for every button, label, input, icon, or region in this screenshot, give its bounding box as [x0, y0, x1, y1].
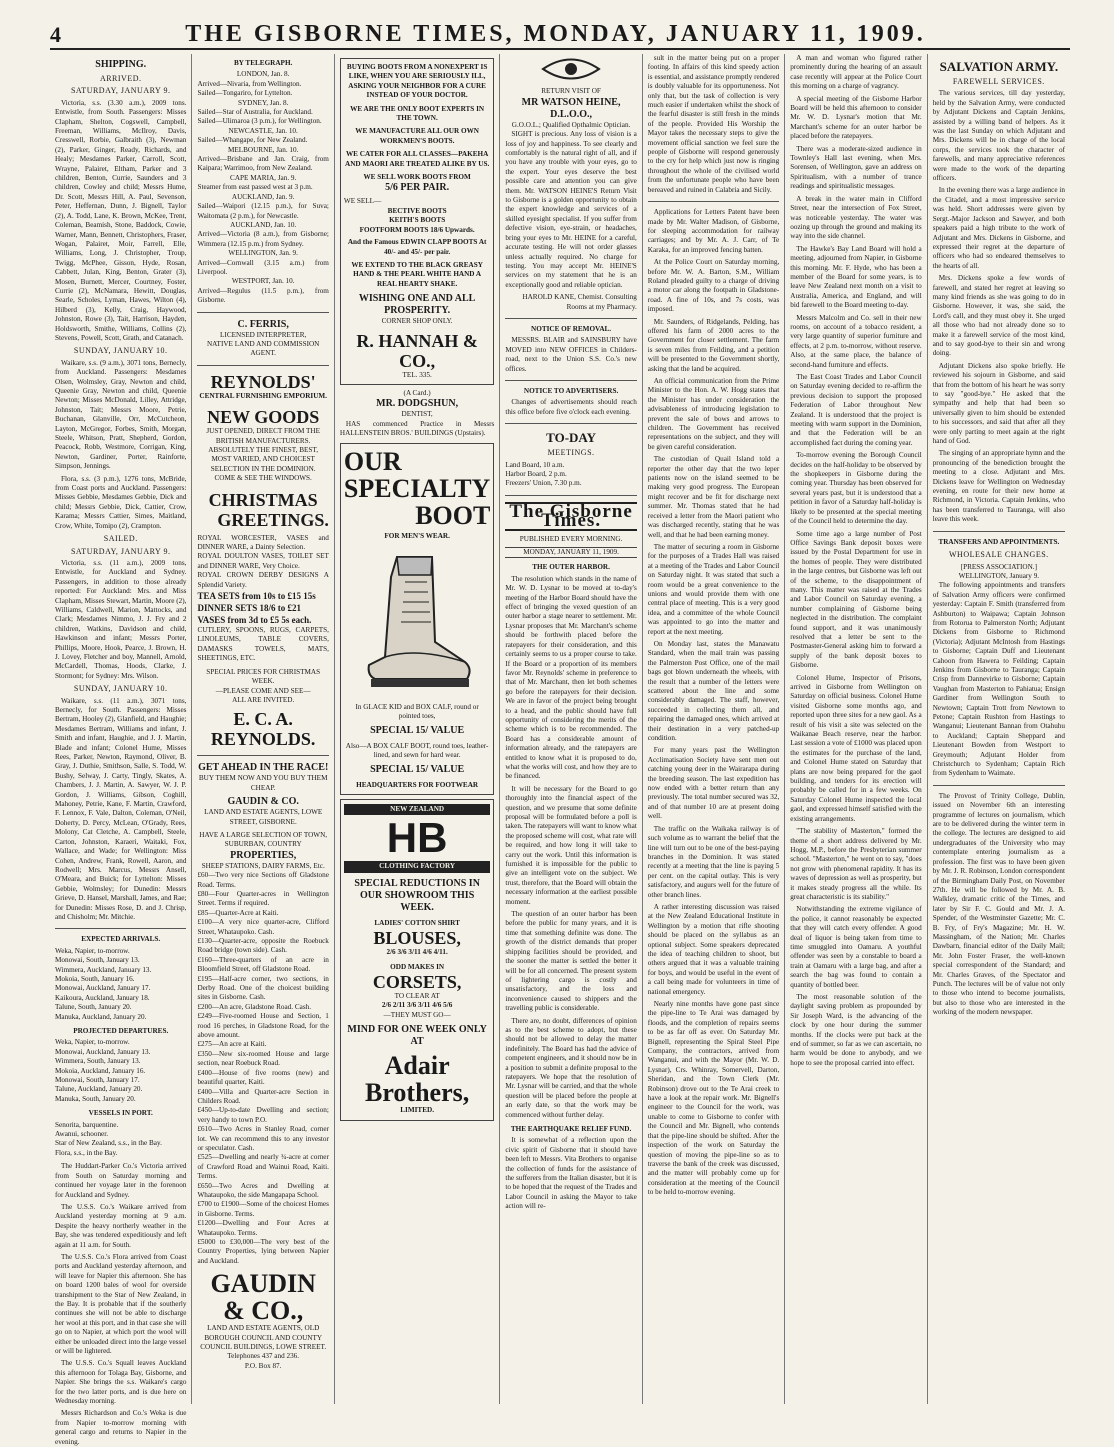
paper-title: The Gisborne Times.	[509, 500, 633, 532]
news-item: The Hawke's Bay Land Board will hold a meeting, adjourned from Napier, in Gisborne this morning. Mr. F. Hyde, who has been a member of the Board for some years, is to leave New Zealand next month on a visit to Australia, America, and England, and will bid farewell to the Board meeting to-day.	[790, 244, 922, 310]
reynolds-subtitle: CENTRAL FURNISHING EMPORIUM.	[199, 391, 327, 400]
ad-line: RETURN VISIT OF	[541, 87, 601, 96]
news-item: A break in the water main in Clifford Street, near the intersection of Fox Street, was noticeable yesterday. The water was oozing up through the ground and making its way into the side channel.	[790, 194, 922, 241]
news-item: The most reasonable solution of the daylight saving problem as propounded by Sir Joseph Ward, is the advancing of the clock by one hour during the summer months. If the clocks were put back at the end of summer, so far as we can ascertain, no harm would be done to anybody, and we hope to see the proposal carried into effect.	[790, 993, 922, 1067]
column-local-news	[785, 54, 927, 1404]
telegraph-entry: Sailed—Ulimaroa (3 p.m.), for Wellington.	[197, 117, 322, 126]
list-item: Weka, Napier, to-morrow.	[55, 1038, 130, 1047]
list-item: Kaikoura, Auckland, January 18.	[55, 993, 150, 1002]
hb-logo: HB	[386, 814, 448, 862]
ferris-name: C. FERRIS,	[237, 318, 289, 330]
list-item: Monowai, Auckland, January 13.	[55, 1047, 151, 1056]
news-item: Applications for Letters Patent have been made by Mr. Walter Madison, of Gisborne, for sleeping accommodation for railway carriages; and by Mr. A. J. Carr, of Te Karaka, for an improved fencing batten.	[647, 208, 780, 254]
list-item: Harbor Board, 2 p.m.	[505, 470, 567, 478]
body-paragraph: There are, no doubt, differences of opinion as to the best scheme to adopt, but these should not be allowed to delay the matter indefinitely. The Board has had the advice of competent engineers, and it should now be in a position to submit a definite proposal to the ratepayers. We hope that the resolution of Mr. Lysnar will be carried, and that the whole question will be placed before the people at an early date, so that the work may be commenced without further delay.	[505, 1016, 637, 1119]
ad-line: —THEY MUST GO—	[383, 1010, 451, 1019]
list-item: Monowai, Auckland, January 17.	[55, 984, 151, 993]
telegraph-entry: Steamer from east passed west at 3 p.m.	[197, 183, 313, 192]
ad-line: TEL. 335.	[402, 370, 432, 379]
ad-line: ODD MAKES IN	[390, 962, 445, 971]
eye-icon	[505, 56, 636, 85]
ad-line: And the Famous EDWIN CLAPP BOOTS At 40/- and 45/- per pair.	[347, 238, 487, 256]
news-item: A special meeting of the Gisborne Harbor Board will be held this afternoon to consider Mr. W. D. Lysnar's motion that Mr. Marchant's scheme for an outer harbor be placed before the ratepayers.	[790, 94, 922, 141]
page-number: 4	[50, 22, 61, 47]
ad-line: LIMITED.	[400, 1106, 434, 1115]
ad-line: SPECIAL PRICES FOR CHRISTMAS WEEK.	[206, 667, 321, 686]
list-item: Wimmera, South, January 13.	[55, 1057, 141, 1066]
listing-item: £610—Two Acres in Stanley Road, corner lot. We can recommend this to any investor or speculator. Cash.	[197, 1125, 329, 1152]
news-item: Mr. Saunders, of Ridgelands, Pelding, has offered his farm of 2000 acres to the Government for closer settlement. The farm is seven miles from Feilding, and a petition will be presented to the Government shortly, asking that the land be acquired.	[647, 317, 780, 373]
date-heading: SATURDAY, JANUARY 9.	[70, 86, 171, 96]
nz-banner: NEW ZEALAND	[344, 804, 490, 815]
body-paragraph: The Provost of Trinity College, Dublin, issued on November 6th an interesting programme of lectures on journalism, which are to be delivered during the winter term in the college. The lectures are designed to aid undergraduates of the University who may contemplate entering journalism as a profession. The first was to have been given by Mr. J. R. Robinson, London correspondent of the Birmingham Daily Post, on November 27th. He will be followed by Mr. A. B. Walkley, dramatic critic of the Times, and later by Sir F. C. Gould and Mr. J. A. Spender, of the Westminster Gazette; Mr. C. B. Fry, of Fry's Magazine; Mr. H. W. Massingham, of the Nation; Mr. Charles Dawbarn, financial editor of the Daily Mail; Mr. John Foster Fraser, the well-known special correspondent of the Standard; and Mr. Charles Graves, of the Spectator and Punch. The lectures will be of value not only to those who intend to become journalists, but also to those who are interested in the working of the modern newspaper.	[932, 791, 1065, 1017]
body-paragraph: Adjutant Dickens also spoke briefly. He reviewed his sojourn in Gisborne, and said that from the bottom of his heart he was sorry to say "good-bye." He asked that the sympathy and help that had been so universally given to him should be extended to his successors, and said that after all they were only parting to meet again at the right hand of God.	[932, 361, 1065, 446]
telegraph-entry: Arrived—Cornwall (3.15 a.m.) from Liverpool.	[197, 258, 329, 276]
column-editorial	[500, 54, 642, 1404]
list-item: Flora, s.s., in the Bay.	[55, 1148, 118, 1157]
ad-line: ALL ARE INVITED.	[232, 695, 295, 704]
news-item: To-morrow evening the Borough Council decides on the half-holiday to be observed by the shopkeepers in Gisborne during the coming year. Thursday has been observed for several years past, but it is understood that a petition in favor of a Saturday half-holiday is likely to be presented at the special meeting of the Council held to determine the day.	[790, 451, 922, 526]
ad-line: CORSETS,	[372, 972, 462, 993]
new-goods-title: NEW GOODS	[207, 407, 320, 428]
ad-line: P.O. Box 87.	[244, 1361, 282, 1370]
divider	[505, 380, 636, 381]
dateline: AUCKLAND, Jan. 10.	[230, 220, 297, 229]
ad-line: CORNER SHOP ONLY.	[381, 317, 453, 326]
hannah-boot-ad	[340, 58, 494, 385]
telegraph-entry: Arrived—Brisbane and Jan. Craig, from Kaipara; Warrimoo, from New Zealand.	[197, 155, 329, 173]
list-item: Freezers' Union, 7.30 p.m.	[505, 479, 582, 488]
shipping-note: The U.S.S. Co.'s Squall leaves Auckland this afternoon for Tolaga Bay, Gisborne, and Napier. She brings the s.s. Waikare's cargo for the two latter ports, and is due here on Wednesday morning.	[55, 1359, 187, 1406]
projected-departures-heading: PROJECTED DEPARTURES.	[73, 1027, 169, 1035]
telegraph-entry: Sailed—Tongariro, for Lyttelton.	[197, 89, 293, 98]
news-item: The matter of securing a room in Gisborne for the purposes of a Trades Hall was raised at a meeting of the Trades and Labor Council on Saturday night. It was stated that such a room would be a great convenience to the unions and would provide them with one central place of meeting. This is a very good idea, and a committee of the whole Council was appointed to go into the matter and report at the next meeting.	[647, 542, 780, 636]
column-telegraph	[192, 54, 334, 1404]
arrival-entry: Waikare, s.s. (9 a.m.), 3071 tons, Bernecly, from Auckland. Passengers: Mesdames Olsen, Wolmsley, Gray, Newton and child, Queenie Gray, Newton and child, Queenie Newton; Misses McDonald, Lilley, Attridge, Johnston, Tait; Messrs Moore, Petrie, Buchanan, Glanville, Orr, McCutcheon, Layton, McGregor, Forbes, Smith, Morgan, Steele, Whitson, Pratt, Shepherd, Gordon, Peacock, Robb, Westmore, Corrigan, King, Newton, Gardiner, Porter, Rainforte, Simpson, Jennings.	[55, 358, 187, 471]
adair-brothers-title: Adair Brothers,	[365, 1051, 470, 1108]
ad-line: 5/6 PER PAIR.	[385, 182, 450, 194]
news-item: Some time ago a large number of Post Office Savings Bank deposit boxes were issued by the Postal Department for use in the homes of people. They were distributed in the large centres, but Gisborne was left out of the scheme, to the disappointment of many. This matter was raised at the Trades and Labor Council on Saturday evening, a number complaining of Gisborne being neglected in the distribution. The complaint found support, and it was unanimously resolved that a letter be sent to the Postmaster-General asking him to forward a supply of the bank deposit boxes to Gisborne.	[790, 529, 922, 670]
farewell-heading: FAREWELL SERVICES.	[952, 77, 1045, 86]
hannah-title: R. HANNAH & CO.,	[356, 330, 478, 371]
listing-item: £200—An acre, Gladstone Road. Cash.	[197, 1002, 312, 1011]
ad-line: 2/6 3/6 3/11 4/6 4/11.	[386, 948, 448, 957]
ad-line: KEITH'S BOOTS	[389, 216, 446, 225]
today-heading: TO-DAY	[546, 430, 596, 446]
ad-line: WE EXTEND TO THE BLACK GREASY HAND & THE PEARL WHITE HAND A REAL HEARTY SHAKE.	[351, 260, 483, 288]
ad-line: ROYAL WORCESTER, VASES and DINNER WARE, a Dainty Selection.	[197, 533, 329, 552]
arrival-entry: Victoria, s.s. (3.30 a.m.), 2009 tons. Entwistle, from South. Passengers: Misses Clapham, Shelton, Cogswell, Campbell, Freeman, Williams, McIlroy, Davis, Cresswell, Rorbie, Galbraith (3), Newman (2), Parker, Ginger, Ready, Richards, and Healy; Mesdames Parker, Carroll, Scott, Wrayne, Palairet, Eltham, Parker and 3 children, Benton, Currie, Saunders and 3 children, Cowley and child; Messrs Hume, Dr. Scott, Messrs Hill, A. Paul, Sevenson, Peter, Heffernan, Dunn, J. Bignell, Taylor (2), A. Todd, Lane, K. Brown, McKee, Trent, Coleman, Beamish, Stone, Baddock, Cowie, Warner, Mann, Bennett, Christophers, Fraser, Wogan, Palairet, Moir, Farrell, Elle, Williams, Long, J. Christopher, Troup, Twigg, McPhee, Gisson, Hyde, Rosan, Cabbett, Julan, King, Benton, Grater (3), Mosen, Burnett, Mercer, Courtney, Foster, Currie (2), McNamara, Hewitt, Douglas, Searle, Scholes, Lyman, Hawes, Wilton (4), Hilberd (3), Kelly, Craig, Haywood, Johnston, Rowe (3), Tait, Harrison, Hayden, Holdsworth, Smithe, Williams, Collins (2), Stevens, Powell, Scott, Grath, and Catanach.	[55, 98, 187, 342]
greetings-title: GREETINGS.	[217, 509, 329, 530]
ad-line: SPECIAL 15/ VALUE	[370, 763, 465, 775]
divider	[933, 531, 1065, 532]
ad-line: MIND FOR ONE WEEK ONLY AT	[347, 1024, 487, 1048]
gaudin-title: GAUDIN & CO.	[227, 796, 299, 808]
masthead	[50, 10, 1070, 50]
listing-item: £525—Dwelling and nearly ¾-acre at corner of Crawford Road and Wainui Road, Kaiti. Terms.	[197, 1153, 329, 1181]
shipping-note: The U.S.S. Co.'s Waikare arrived from Auckland yesterday morning at 9 a.m. Despite the heavy northerly weather in the Bay, she was tendered expeditiously and left again at 11 a.m. for South.	[55, 1202, 187, 1249]
editorial-heading: THE OUTER HARBOR.	[532, 563, 610, 572]
specialty-boot-ad	[340, 443, 494, 795]
listing-item: £249—Five-roomed House and Section, 1 rood 16 perches, in Gladstone Road, for the above amount.	[197, 1012, 329, 1040]
vessels-in-port-heading: VESSELS IN PORT.	[88, 1109, 153, 1118]
divider	[505, 423, 636, 424]
body-paragraph: Mrs. Dickens spoke a few words of farewell, and stated her regret at leaving so many kind friends as she was going to do in Gisborne. However, it was, she said, the Lord's call, and they must obey it. She urged all those who had not already done so to make it a farewell service of the most kind, and to say good-bye to their sin and wrong doing.	[932, 274, 1065, 358]
listing-item: £160—Three-quarters of an acre in Bloomfield Street, off Gladstone Road.	[197, 955, 329, 974]
column-advertisements	[335, 54, 500, 1404]
news-item: The East Coast Trades and Labor Council on Saturday evening decided to re-affirm the previous decision to support the proposed Federation of Labor throughout New Zealand. It is understood that the project is meeting with warm support in the Dominion, and that the Federation will be an accomplished fact during the coming year.	[790, 373, 922, 447]
column-news	[643, 54, 785, 1404]
listing-item: £130—Quarter-acre, opposite the Roebuck Road bridge (town side). Cash.	[197, 937, 329, 955]
list-item: Monowai, South, January 17.	[55, 1076, 140, 1085]
body-paragraph: The resolution which stands in the name of Mr. W. D. Lysnar to be moved at to-day's meeting of the Harbor Board should have the effect of bringing the vexed question of an outer harbor a stage nearer to settlement. Mr. Lysnar proposes that Mr. Marchant's scheme should be forthwith placed before the ratepayers for their consideration, and this certainly seems to us a proper course to take. If the Board or a proportion of its members favor Mr. Reynolds' scheme in preference to that of Mr. Marchant, then let both schemes go before the ratepayers for their decision. We are in favor of the project being brought to a head, and the public should have full opportunity of considering the merits of the scheme which is to be recommended. The Board has a considerable amount of information already, and the ratepayers are entitled to know what it is proposed to do, what the works will cost, and how they are to be financed.	[505, 574, 637, 781]
list-item: Awanui, schooner.	[55, 1130, 109, 1139]
dodgshun-title: MR. DODGSHUN,	[376, 398, 459, 410]
telegraph-entry: Sailed—Waipori (12.15 p.m.), for Suva; Waitomata (2 p.m.), for Newcastle.	[197, 202, 329, 220]
transfers-heading: TRANSFERS AND APPOINTMENTS.	[938, 537, 1060, 546]
list-item: Mokoia, South, January 16.	[55, 974, 135, 983]
ad-line: SPECIALTY	[343, 473, 491, 503]
listing-item: £195—Half-acre corner, two sections, in Derby Road. One of the choicest building sites in Gisborne. Cash.	[197, 974, 329, 1002]
ad-line: TEA SETS from 10s to £15 15s	[197, 591, 316, 602]
news-item: A man and woman who figured rather prominently during the hearing of an assault case recently will appear at the Police Court this morning on a charge of vagrancy.	[790, 54, 922, 91]
ad-line: BUY THEM NOW AND YOU BUY THEM CHEAP.	[198, 774, 328, 792]
body-paragraph: It will be necessary for the Board to go thoroughly into the financial aspect of the question, and we presume that some definite proposal will be formulated before a poll is taken. The ratepayers will want to know what the proposed scheme will cost, what rate will be required, and how long it will take to carry out the work. Until this information is furnished it is impossible for the public to give an intelligent vote on the subject. We trust, therefore, that the Board will obtain the necessary information at the earliest possible moment.	[505, 784, 637, 906]
masthead-title: THE GISBORNE TIMES, MONDAY, JANUARY 11, 1909.	[185, 21, 926, 47]
listing-item: £400—Villa and Quarter-acre Section in Childers Road.	[197, 1087, 329, 1105]
list-item: Land Board, 10 a.m.	[505, 460, 565, 469]
ad-line: FOOTFORM BOOTS 18/6 Upwards.	[359, 225, 475, 234]
ad-line: ROYAL CROWN DERBY DESIGNS A Splendid Variety.	[197, 571, 329, 589]
ad-line: WE CATER FOR ALL CLASSES—PAKEHA AND MAORI ARE TREATED ALIKE BY US.	[345, 150, 490, 168]
ad-line: BUYING BOOTS FROM A NONEXPERT IS LIKE, WHEN YOU ARE SERIOUSLY ILL, ASKING YOUR NEIGHBOR FOR A CURE INSTEAD OF YOUR DOCTOR.	[346, 63, 488, 100]
ad-line: ROYAL DOULTON VASES, TOILET SET and DINNER WARE, Very Choice.	[197, 552, 329, 570]
shipping-note: The Huddart-Parker Co.'s Victoria arrived from South on Saturday morning and continued her voyage later in the forenoon for Auckland and Sydney.	[55, 1162, 187, 1199]
ad-line: WE SELL WORK BOOTS FROM	[363, 173, 471, 182]
ad-line: WE ARE THE ONLY BOOT EXPERTS IN THE TOWN.	[350, 104, 485, 123]
news-item: For many years past the Wellington Acclimatisation Society have sent men out catching young deer in the Wairarapa during the breeding season. The last expedition has now ended with a better return than any previously. The total number secured was 32, and of that number 10 are at present doing well.	[647, 746, 780, 821]
ad-line: HEADQUARTERS FOR FOOTWEAR	[356, 780, 479, 789]
ad-line: BECTIVE BOOTS	[387, 206, 447, 215]
shipping-note: The U.S.S. Co.'s Flora arrived from Coast ports and Auckland yesterday afternoon, and will leave for Napier this afternoon. She has on board 1200 bales of wool for overside transhipment to the Star of New Zealand, in the Bay. It is probable that if the southerly continues she will not be able to discharge her wool at this port, and in that case she will go on to Napier, at which port the wool will either be unloaded direct into the large vessel or will be lightered.	[55, 1252, 187, 1355]
dateline: LONDON, Jan. 8.	[236, 70, 290, 79]
listing-item: £650—Two Acres and Dwelling at Whataupoko, the side Mangapapa School.	[197, 1181, 329, 1199]
body-paragraph: In the evening there was a large audience in the Citadel, and a most impressive service was held. Short addresses were given by Sergt.-Major Jackson and Sawyer, and both speakers paid a high tribute to the work of Adjutant and Mrs. Dickens in Gisborne, and expressed their regret at the departure of officers who had so endeared themselves to the hearts of all.	[932, 186, 1065, 270]
list-item: Manuka, Auckland, January 20.	[55, 1012, 147, 1021]
news-item: Notwithstanding the extreme vigilance of the police, it cannot reasonably be expected that they will catch every offender. A good deal of liquor is being taken from time to time smuggled into Oamaru. A youthful offender was seen by a constable to board a train at Oamaru with a large bag, and after a search the bag was found to contain a quantity of bottled beer.	[790, 905, 922, 989]
list-item: Senorita, barquentine.	[55, 1120, 119, 1129]
listing-item: £450—Up-to-date Dwelling and section; very handy to town P.O.	[197, 1106, 329, 1124]
ad-line: SPECIAL REDUCTIONS IN OUR SHOWROOM THIS WEEK.	[354, 877, 480, 913]
body-paragraph: The singing of an appropriate hymn and the pronouncing of the benediction brought the meeting to a close. Adjutant and Mrs. Dickens leave for Wellington on Wednesday evening, en route for their new home at Richmond, in Victoria. Captain Jenkins, who has been transferred to Tauranga, will also leave this week.	[932, 449, 1065, 524]
listing-item: £60—Two very nice Sections off Gladstone Road. Terms.	[197, 871, 329, 889]
news-item: The traffic on the Waikaka railway is of such volume as to warrant the belief that the line will turn out to be one of the best-paying branches in the Dominion. It was stated recently at a meeting that the line is paying 5 per cent. on the capital outlay. This is very satisfactory, and augurs well for the future of other branch lines.	[647, 824, 780, 899]
ad-line: LAND AND ESTATE AGENTS, LOWE STREET, GISBORNE.	[204, 808, 323, 826]
divider	[55, 928, 186, 929]
news-item: A rather interesting discussion was raised at the New Zealand Educational Institute in Wellington by a motion that rifle shooting should be placed on the syllabus as an optional subject. Some speakers deprecated the idea of teaching children to shoot, but others argued that it was a valuable training for boys, and would be useful in the event of a call being made for volunteers in time of national emergency.	[647, 902, 780, 996]
news-item: An official communication from the Prime Minister to the Hon. A. W. Hogg states that the Minister has under consideration the advisableness of introducing legislation to prevent the sale of bows and arrows to children. The Government has received representations on the subject, and they will be given careful consideration.	[647, 377, 780, 451]
telegraph-entry: Sailed—Whangape, for New Zealand.	[197, 136, 308, 145]
telegraph-entry: Arrived—Regulus (11.5 p.m.), from Gisborne.	[197, 286, 329, 305]
listing-item: £275—An acre at Kaiti.	[197, 1040, 267, 1049]
arrived-heading: ARRIVED.	[99, 74, 142, 83]
reynolds-title: REYNOLDS'	[210, 371, 316, 392]
gaudin-footer-title: GAUDIN & CO.,	[210, 1269, 316, 1326]
divider	[197, 755, 328, 756]
ad-line: —PLEASE COME AND SEE—	[215, 686, 311, 695]
dateline: NEWCASTLE, Jan. 10.	[228, 126, 298, 135]
date-heading: SATURDAY, JANUARY 9.	[70, 546, 171, 556]
news-item: At the Police Court on Saturday morning, before Mr. W. A. Barton, S.M., William Roland pleaded guilty to a charge of driving a motor car along the footpath in Gladstone-road. A fine of 10s, and 7s costs, was imposed.	[647, 258, 780, 314]
ad-line: SPECIAL 15/ VALUE	[370, 724, 465, 736]
ad-line: DINNER SETS 18/6 to £21	[197, 603, 301, 614]
news-item: Nearly nine months have gone past since the pipe-line to Te Arai was damaged by floods, and the completion of repairs seems to be as far off as ever. On Saturday Mr. Bignell, representing the Spiral Steel Pipe Company, the contractors, arrived from Wanganui, and with the Mayor (Mr. W. D. Lysnar), Crs. Whinray, Somervell, Darton, Sheridan, and the Town Clerk (Mr. Robinson) drove out to the Te Arai creek to have a look at the repair work. Mr. Bignell's engineer to the Council for the work, was unable to come to Gisborne to confer with the Council and Mr. Bignell, who contends that the pipe-line should be shifted. After the inspection of the work on Saturday the question of moving the pipe-line so as to traverse the bank of the creek was discussed, and the matter will probably come up for consideration at the meeting of the Council to be held to-morrow evening.	[647, 1000, 780, 1197]
ad-line: FOR MEN'S WEAR.	[384, 531, 450, 540]
arrival-entry: Flora, s.s. (3 p.m.), 1276 tons, McBride, from Coast ports and Auckland. Passengers: Misses Gebbie, Mesdames Gebbie, Dick and child; Messrs Gebbie, Dick, Cattier, Crow, Karama; Messrs Cattier, Simes, Maitland, Crow, White, Tomipo (2), Crampton.	[55, 474, 187, 530]
list-item: Talune, Auckland, January 20.	[55, 1085, 143, 1094]
heine-title: MR WATSON HEINE, D.L.O.O.,	[521, 96, 621, 120]
ad-line: JUST OPENED, DIRECT FROM THE BRITISH MANUFACTURERS.	[206, 427, 320, 445]
news-item: On Monday last, states the Manawatu Standard, when the mail train was passing the Palmerston Post Office, one of the mail bags got blown underneath the wheels, with the result that a number of the letters were scattered about the line and some considerably damaged. The staff, however, succeeded in collecting them all, and repairing the damaged ones, which arrived at their destination in a very patched-up condition.	[647, 639, 780, 743]
eca-reynolds-title: E. C. A. REYNOLDS.	[210, 709, 316, 750]
divider	[505, 318, 636, 319]
ad-line: In GLACE KID and BOX CALF, round or pointed toes,	[355, 702, 479, 721]
editorial-date: MONDAY, JANUARY 11, 1909.	[505, 547, 636, 558]
meetings-heading: MEETINGS.	[547, 448, 595, 458]
boot-illustration	[357, 547, 477, 697]
dateline: WELLINGTON, January 9.	[958, 571, 1040, 580]
ad-line: HAROLD KANE, Chemist. Consulting Rooms at my Pharmacy.	[522, 293, 637, 311]
body-paragraph: The following appointments and transfers of Salvation Army officers were confirmed yesterday: Captain F. Smith (transferred from Ashburton) to Waipawa; Captain Johnson from Rotorua to Palmerston North; Adjutant Dickens from Gisborne to Richmond (Victoria); Adjutant McIntosh from Hastings to Gisborne; Captain Duff and Lieutenant Cahoon from Hawera to Feilding; Captain Jenkins from Gisborne to Tauranga; Captain Crisp from Dannevirke to Gisborne; Captain Vaughan from Masterton to Pahiatua; Ensign Gardiner from Wellington South to Newtown; Captain Trott from Newtown to Petone; Captain Rushton from Hastings to Wanganui; Lieutenant Bannan from Otahuhu to Auckland; Captain Sheppard and Lieutenant Bowden from Westport to Greymouth; Adjutant Holder from Christchurch to Sydenham; Captain Rich from Sydenham to Waimate.	[932, 581, 1065, 778]
column-shipping	[50, 54, 192, 1446]
ad-line: BOOT	[415, 500, 491, 530]
paper-nameplate	[505, 502, 636, 531]
listing-item: £350—New six-roomed House and large section, near Roebuck Road.	[197, 1049, 329, 1068]
ad-line: BLOUSES,	[373, 928, 461, 949]
news-item: Messrs Malcolm and Co. sell in their new rooms, on account of a tobacco resident, a very large quantity of superior furniture and effects, at 2 p.m. to-morrow, without reserve. Also, at the same place, the balance of second-hand furniture and effects.	[790, 313, 922, 369]
wholesale-heading: WHOLESALE CHANGES.	[949, 550, 1049, 560]
ad-line: OUR	[343, 446, 402, 476]
salvation-army-heading: SALVATION ARMY.	[939, 59, 1059, 74]
list-item: Weka, Napier, to-morrow.	[55, 946, 130, 955]
body-paragraph: sult in the matter being put on a proper footing. In affairs of this kind speedy action is essential, and assistance promptly rendered is doubly valuable for its opportuneness. Not only that, but the task of collection is very much easier if undertaken whilst the shock of the fearful disaster is still fresh in the minds of the people. Provided His Worship the Mayor takes the necessary steps to give the movement official sanction we feel sure the people of Gisborne will respond generously to the cry for help which just now is ringing throughout the whole of the civilised world from the unfortunate people who have been bereaved and ruined in Calabria and Sicily.	[647, 54, 780, 194]
news-item: There was a moderate-sized audience in Townley's Hall last evening, when Mrs. Sorensen, of Wellington, gave an address on Spiritualism, with a number of trance readings and spiritualistic messages.	[790, 144, 922, 191]
list-item: Monowai, South, January 13.	[55, 956, 140, 965]
ad-line: G.O.O.L.; Qualified Opthalmic Optician.	[511, 120, 631, 129]
news-item: "The stability of Masterton," formed the theme of a short address delivered by Mr. Hogg, M.P., before the Presbyterian summer school. "Masterton," he went on to say, "does not grow with phenomenal rapidity. It has its waves of depression as well as prosperity, but it makes steady progress all the while. Its great characteristic is its stability."	[790, 827, 922, 901]
press-association-tag: [PRESS ASSOCIATION.]	[960, 562, 1037, 571]
ad-line: LAND AND ESTATE AGENTS, OLD BOROUGH COUNCIL AND COUNTY COUNCIL BUILDINGS, LOWE STREET.	[200, 1324, 327, 1352]
body-paragraph: SIGHT is precious. Any loss of vision is a loss of joy and happiness. To see clearly and comfortably is the natural right of all, and if you have any trouble with your eyes, go to the expert. Your eyes deserve the best possible care and attention you can give them. Mr. WATSON HEINE'S Return Visit to Gisborne is a golden opportunity to obtain the expert knowledge and services of a skilled eyesight specialist. If you suffer from defective vision, eye-strain, or headaches, bring your eyes to Mr. HEINE for a careful, accurate testing. He will not order glasses unless actually required. No charge for testing. You may accept Mr. HEINE'S services on my statement that he is an exceptionally good and reliable optician.	[505, 130, 637, 289]
list-item: Talune, South, January 20.	[55, 1003, 132, 1012]
sailed-heading: SAILED.	[103, 534, 138, 544]
published-line: PUBLISHED EVERY MORNING.	[519, 534, 623, 543]
news-item: Colonel Hume, Inspector of Prisons, arrived in Gisborne from Wellington on Saturday on official business. Colonel Hume visited Gisborne some months ago, and reported upon three sites for a new gaol. As a result of his visit a site was selected on the Waikanae Beach reserve, near the harbor. Last session a vote of £1000 was placed upon the estimates for the purchase of the land, and Colonel Hume stated on Saturday that plans are now being prepared for the gaol building, and tenders for its erection will probably be called for in a few weeks. On Saturday Colonel Hume inspected the local gaol, and expressed himself satisfied with the existing arrangements.	[790, 673, 922, 823]
divider	[197, 365, 328, 366]
expected-arrivals-heading: EXPECTED ARRIVALS.	[81, 935, 161, 944]
sailing-entry: Waikare, s.s. (11 a.m.), 3071 tons, Bernecly, for South. Passengers: Misses Bertram, Hooley (2), Glanfield, and Haughie; Mesdames Bertram, Williams and infant, J. Smith and infant, Haughie, and J. J. Martin, Blade and infant; Colonel Hume, Misses Rees, Parker, Newton, Raymond, Oliver, B. Gray, J. Duthie, Smithson, Salle, S. Todd, W. Bushy, Selway, J. Carty, Tingly, Skates, A. Chambers, J. J. Martin, A. Sawyer, W. J. P. Gordon, J. Williams, Gibson, Coghill, Mahoney, Petrie, Kane, F. Martin, Crawford, F. Lennox, F. Vale, Dalton, Coleman, O'Neil, Doherty, D. Percy, McLean, O'Grady, Rees, Molony, Cat Cletche, A. Campbell, Steele, Carton, Johnston, Karaeri, Waitaki, Fox, Wallace, and Wade; for Wellington: Miss Cohen, Andrew, Frank, Rowell, Aaron, and Rodwell; Mrs. Marcus, Messrs Ansell, O'Meara, and Buick; for Lyttelton: Misses Gebbie, Wolmsley; for Dunedin: Messrs Grieve, D. Hansel, Marshall, James, and Rae; for Dunedin: Misses Rose, D. and J. Chrisp, and Chisholm; Mr. Mitchie.	[55, 696, 187, 921]
ad-line: WE SELL—	[343, 197, 382, 206]
dateline: MELBOURNE, Jan. 10.	[227, 145, 299, 154]
ad-line: DENTIST,	[401, 410, 433, 419]
dateline: CAPE MARIA, Jan. 9.	[230, 173, 297, 182]
date-heading: SUNDAY, JANUARY 10.	[73, 684, 168, 694]
ad-line: VASES from 3d to £5 5s each.	[197, 615, 312, 626]
ad-line: WISHING ONE AND ALL PROSPERITY.	[358, 293, 476, 317]
ad-line: COME & SEE THE WINDOWS.	[214, 474, 312, 483]
hb-clothing-factory-ad	[340, 799, 494, 1121]
list-item: Mokoia, Auckland, January 16.	[55, 1066, 146, 1075]
ferris-subtitle: NATIVE LAND AND COMMISSION AGENT.	[206, 339, 320, 358]
sailing-entry: Victoria, s.s. (11 a.m.), 2009 tons, Entwistle, for Auckland and Sydney. Passengers, in addition to those already reported: For Auckland: Mrs. and Miss Clapham, Misses Stewart, Martin, Moore (2), Williams, Caldwell, Marion, Mattocks, and Clark; Mesdames Nimmo, J. J. Fry and 2 children, Watkins, Davidson and child, Hawkinson and infant; Messrs Porter, Phillips, Moore, Hook, Pearce, J. Brown, H. J. Lovey, Fletcher and boy, Mannell, Arnold, McCardell, Thomas, Hoods, Clarke, J. Stormont; for Sydney: Mrs. Wilson.	[55, 558, 187, 680]
ad-line: LADIES' COTTON SHIRT	[374, 918, 460, 927]
removal-heading: NOTICE OF REMOVAL.	[531, 324, 612, 333]
telegraph-entry: Sailed—Star of Australia, for Auckland.	[197, 108, 313, 117]
christmas-title: CHRISTMAS	[208, 489, 318, 510]
body-paragraph: The question of an outer harbor has been before the public for many years, and it is time that something definite was done. The growth of the district demands that proper shipping facilities should be provided, and the sooner the matter is settled the better it will be for all concerned. The present system of lightering cargo is costly and unsatisfactory, and the loss and inconvenience caused to shippers and the travelling public is considerable.	[505, 910, 637, 1013]
ad-line: 2/6 2/11 3/6 3/11 4/6 5/6	[381, 1001, 453, 1010]
ad-line: TO CLEAR AT	[394, 992, 440, 1001]
list-item: Manuka, South, January 20.	[55, 1094, 136, 1103]
body-paragraph: Changes of advertisements should reach this office before five o'clock each evening.	[505, 398, 637, 416]
column-salvation-army	[928, 54, 1070, 1404]
ad-line: WE MANUFACTURE ALL OUR OWN WORKMEN'S BOOTS.	[355, 127, 479, 145]
listing-item: £80—Four Quarter-acres in Wellington Street. Terms if required.	[197, 889, 329, 908]
divider	[197, 312, 328, 313]
ad-line: ABSOLUTELY THE FINEST, BEST, MOST VARIED, AND CHOICEST SELECTION IN THE DOMINION.	[208, 446, 319, 473]
properties-title: PROPERTIES,	[230, 849, 297, 861]
shipping-note: Messrs Richardson and Co.'s Weka is due from Napier to-morrow morning with general cargo and returns to Napier in the evening.	[55, 1409, 187, 1446]
dateline: AUCKLAND, Jan. 9.	[231, 192, 295, 201]
list-item: Star of New Zealand, s.s., in the Bay.	[55, 1139, 162, 1148]
listing-item: £85—Quarter-Acre at Kaiti.	[197, 908, 279, 917]
body-paragraph: The various services, till day yesterday, held by the Salvation Army, were conducted by Adjutant Dickens and Captain Jenkins, assisted by a willing band of helpers. As it was the last Sunday on which Adjutant and Mrs. Dickens will be in charge of the local corps, the services took the character of farewells, and many appreciative references were made to the work of the departing officers.	[932, 89, 1065, 183]
dateline: WESTPORT, Jan. 10.	[231, 277, 295, 286]
list-item: Wimmera, Auckland, January 13.	[55, 965, 152, 974]
factory-banner: CLOTHING FACTORY	[344, 861, 490, 872]
divider	[505, 495, 636, 496]
ad-line: (A Card.)	[403, 388, 431, 397]
body-paragraph: MESSRS. BLAIR and SAINSBURY have MOVED into NEW OFFICES in Childers-road, next to the Union S.S. Co.'s new offices.	[505, 336, 637, 373]
date-heading: SUNDAY, JANUARY 10.	[73, 346, 168, 356]
dateline: SYDNEY, Jan. 8.	[237, 98, 289, 107]
ad-line: HAVE A LARGE SELECTION OF TOWN, SUBURBAN, COUNTRY	[199, 830, 328, 849]
telegraph-entry: Arrived—Victoria (8 a.m.), from Gisborne; Wimmera (12.15 p.m.) from Sydney.	[197, 230, 329, 248]
listing-item: £700 to £1900—Some of the choicest Homes in Gisborne. Terms.	[197, 1200, 329, 1218]
body-paragraph: It is somewhat of a reflection upon the civic spirit of Gisborne that it should have been left to Messrs. Vita Brothers to organise the collection of funds for the assistance of the sufferers from the Italian disaster, but it is to be hoped that the request of the Trades and Labor Council in asking the Mayor to take action will re-	[505, 1136, 637, 1211]
ad-line: HAS commenced Practice in Messrs HALLENSTEIN BROS.' BUILDINGS (Upstairs).	[339, 419, 495, 438]
listing-item: £400—House of five rooms (new) and beautiful quarter, Kaiti.	[197, 1068, 329, 1087]
ferris-title: LICENSED INTERPRETER,	[220, 330, 307, 339]
telegraph-heading: BY TELEGRAPH.	[234, 59, 293, 67]
news-item: The custodian of Quail Island told a reporter the other day that the two leper patients now on the island seemed to be making very good progress. The European might recover and be fit for discharge next summer. Mr. Thomas stated that he had received a letter from the Maori patient who was discharged recently, stating that he was well, and that he had been earning money.	[647, 455, 780, 539]
listing-item: £5000 to £30,000—The very best of the Country Properties, lying between Napier and Auckland.	[197, 1238, 329, 1265]
divider	[648, 201, 779, 202]
advertisers-heading: NOTICE TO ADVERTISERS.	[523, 386, 619, 395]
listing-item: £1200—Dwelling and Four Acres at Whataupoko. Terms.	[197, 1219, 329, 1237]
telegraph-entry: Arrived—Nivaria, from Wellington.	[197, 79, 302, 88]
relief-fund-heading: THE EARTHQUAKE RELIEF FUND.	[510, 1125, 632, 1133]
shipping-heading: SHIPPING.	[95, 59, 147, 70]
ad-line: Telephones 437 and 236.	[227, 1352, 300, 1361]
ad-line: Also—A BOX CALF BOOT, round toes, leather-lined, and sewn for hard wear.	[345, 741, 489, 760]
ad-line: SHEEP STATIONS, DAIRY FARMS, Etc.	[201, 861, 325, 870]
race-title: GET AHEAD IN THE RACE!	[198, 762, 329, 774]
divider	[933, 785, 1065, 786]
listing-item: £100—A very nice quarter-acre, Clifford Street, Whataupoko. Cash.	[197, 918, 329, 936]
dateline: WELLINGTON, Jan. 9.	[228, 249, 298, 258]
columns	[50, 54, 1070, 1446]
ad-line: CUTLERY, SPOONS, RUGS, CARPETS, LINOLEUMS, TABLE COVERS, DAMASKS TOWELS, MATS, SHEETINGS, ETC.	[197, 626, 329, 663]
